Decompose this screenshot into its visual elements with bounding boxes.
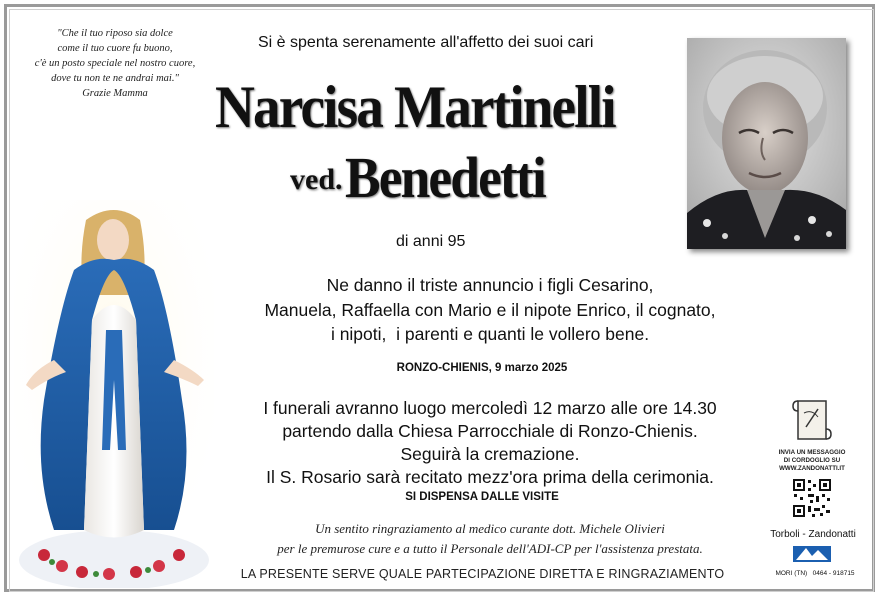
- funeral-info: [230, 397, 750, 489]
- thanks-text: [200, 519, 780, 559]
- intro-text: Si è spenta serenamente all'affetto dei suoi cari: [258, 34, 594, 51]
- portrait-image: [687, 38, 846, 249]
- poem-line: dove tu non te ne andrai mai.": [51, 73, 179, 84]
- thanks-line: per le premurose cure e a tutto il Personale dell'ADI-CP per l'assistenza prestata.: [277, 541, 703, 556]
- ved-prefix: ved.: [290, 163, 343, 196]
- agency-logo-icon: [792, 544, 832, 564]
- poem-line: "Che il tuo riposo sia dolce: [57, 28, 173, 39]
- deceased-name: Narcisa Martinelli: [215, 74, 615, 140]
- announcement-line: Manuela, Raffaella con Mario e il nipote Enrico, il cognato,: [264, 299, 716, 320]
- message-line: INVIA UN MESSAGGIO: [778, 449, 846, 456]
- poem-line: c'è un posto speciale nel nostro cuore,: [34, 58, 196, 69]
- funeral-line: Il S. Rosario sarà recitato mezz'ora prima della cerimonia.: [266, 467, 714, 487]
- footer-note: LA PRESENTE SERVE QUALE PARTECIPAZIONE DIRETTA E RINGRAZIAMENTO: [240, 567, 725, 581]
- agency-phone: MORI (TN) 0464 - 918715: [775, 570, 855, 577]
- funeral-line: I funerali avranno luogo mercoledì 12 marzo alle ore 14.30: [263, 398, 717, 418]
- poem-line: come il tuo cuore fu buono,: [57, 43, 173, 54]
- portrait-photo: [687, 38, 846, 249]
- message-line: DI CORDOGLIO SU: [783, 457, 841, 464]
- no-visits-note: SI DISPENSA DALLE VISITE: [405, 491, 559, 503]
- qr-code-icon[interactable]: [792, 478, 832, 518]
- announcement-line: i nipoti, i parenti e quanti le vollero bene.: [330, 324, 650, 344]
- age-text: di anni 95: [396, 233, 466, 250]
- funeral-line: partendo dalla Chiesa Parrocchiale di Ronzo-Chienis.: [282, 421, 698, 441]
- madonna-illustration: [14, 200, 214, 588]
- funeral-line: Seguirà la cremazione.: [400, 444, 580, 464]
- poem: [30, 26, 200, 101]
- madonna-image: [14, 200, 214, 588]
- place-date: RONZO-CHIENIS, 9 marzo 2025: [396, 362, 568, 374]
- thanks-line: Un sentito ringraziamento al medico curante dott. Michele Olivieri: [315, 521, 665, 536]
- announcement: [230, 273, 750, 347]
- message-line: WWW.ZANDONATTI.IT: [779, 465, 845, 472]
- agency-name: Torboli - Zandonatti: [770, 529, 856, 540]
- announcement-line: Ne danno il triste annuncio i figli Cesarino,: [326, 275, 654, 295]
- poem-signature: Grazie Mamma: [82, 88, 148, 99]
- scroll-icon[interactable]: [792, 395, 832, 445]
- condolence-message-link[interactable]: [770, 449, 854, 473]
- married-surname: Benedetti: [345, 145, 545, 210]
